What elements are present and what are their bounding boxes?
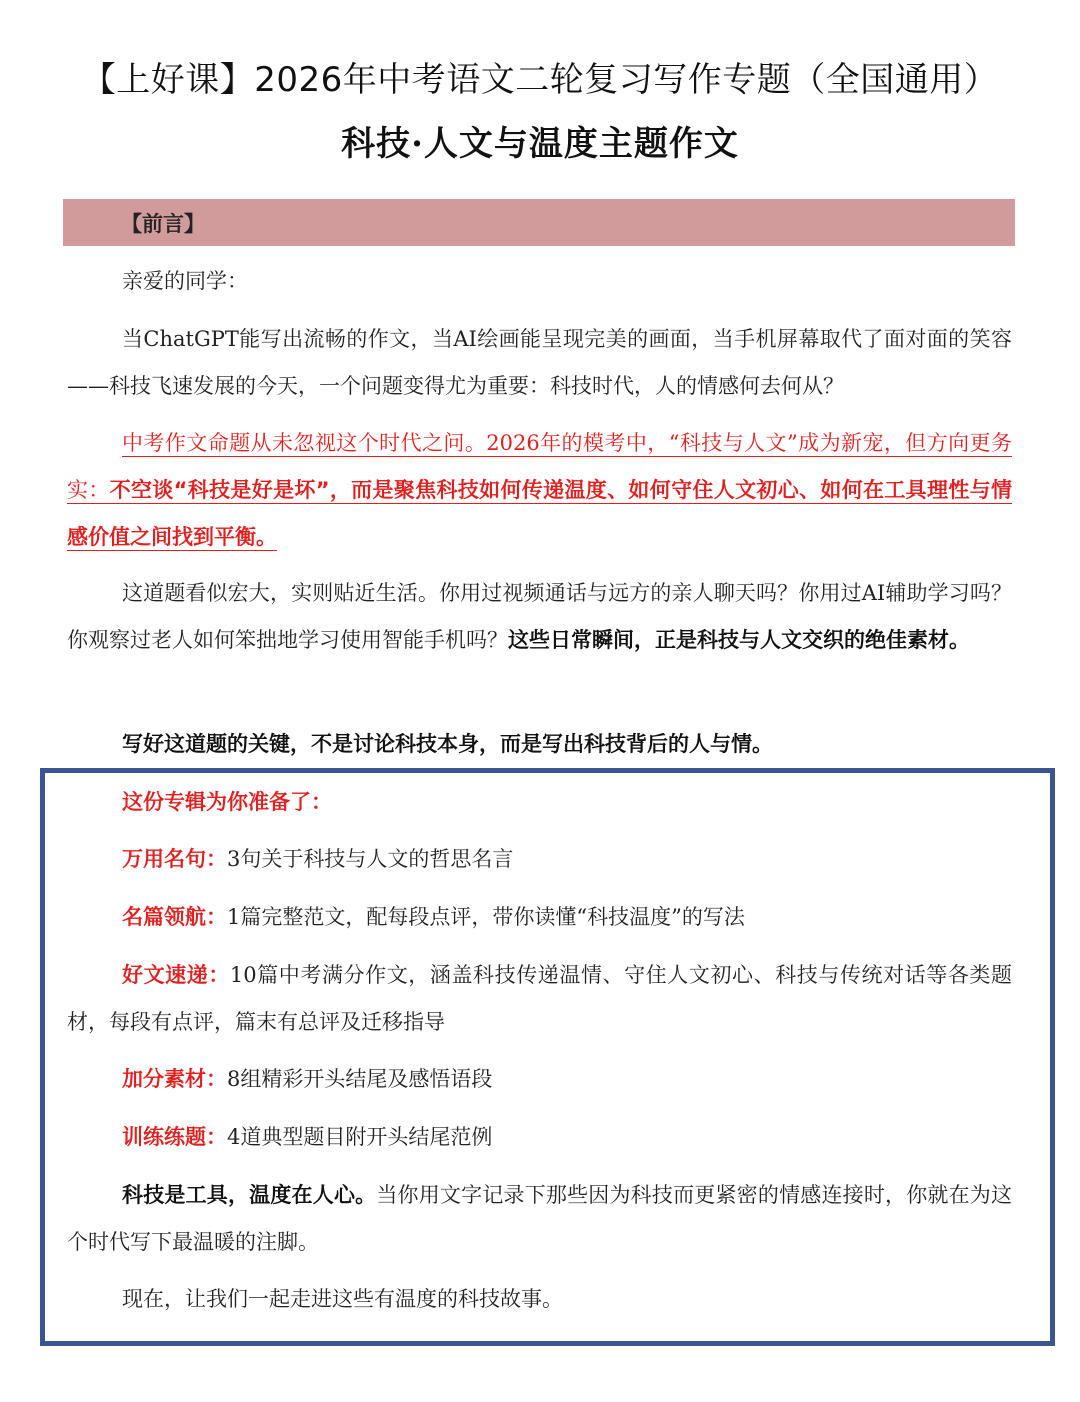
box-item-text: 1篇完整范文，配每段点评，带你读懂“科技温度”的写法	[227, 905, 745, 929]
box-heading: 这份专辑为你准备了：	[122, 790, 332, 814]
box-item-label: 训练练题：	[122, 1125, 227, 1149]
intro-paragraph-1: 当ChatGPT能写出流畅的作文，当AI绘画能呈现完美的画面，当手机屏幕取代了面对面的笑容——科技飞速发展的今天，一个问题变得尤为重要：科技时代，人的情感何去何从？	[67, 327, 1012, 398]
box-item	[67, 952, 1012, 1046]
final-line: 现在，让我们一起走进这些有温度的科技故事。	[122, 1287, 563, 1311]
intro-paragraph-3-text: 这道题看似宏大，实则贴近生活。你用过视频通话与远方的亲人聊天吗？你用过AI辅助学习吗？你观察过老人如何笨拙地学习使用智能手机吗？	[67, 581, 1012, 652]
greeting: 亲爱的同学：	[122, 269, 248, 293]
intro-paragraph-2-text: 中考作文命题从未忽视这个时代之问。2026年的模考中，“科技与人文”成为新宠，但方向更务实：	[67, 431, 1012, 502]
intro-paragraph-2-emphasis: 不空谈“科技是好是坏”，而是聚焦科技如何传递温度、如何守住人文初心、如何在工具理性与情感价值之间找到平衡。	[67, 478, 1012, 549]
box-item	[67, 894, 1012, 941]
box-item	[67, 1114, 1012, 1161]
box-item-text: 4道典型题目附开头结尾范例	[227, 1125, 493, 1149]
box-item	[67, 836, 1012, 883]
box-item-text: 10篇中考满分作文，涵盖科技传递温情、守住人文初心、科技与传统对话等各类题材，每段有点评，篇末有总评及迁移指导	[67, 963, 1013, 1034]
document-title: 【上好课】2026年中考语文二轮复习写作专题（全国通用）	[81, 60, 999, 100]
intro-paragraph-3	[67, 570, 1012, 664]
closing-paragraph	[67, 1172, 1012, 1266]
intro-paragraph-2	[67, 420, 1012, 561]
box-item-label: 加分素材：	[122, 1067, 227, 1091]
banner-label: 【前言】	[121, 212, 205, 236]
box-item	[67, 1056, 1012, 1103]
box-item-label: 万用名句：	[122, 847, 227, 871]
document-subtitle: 科技·人文与温度主题作文	[341, 124, 739, 164]
closing-text: 当你用文字记录下那些因为科技而更紧密的情感连接时，你就在为这个时代写下最温暖的注脚。	[67, 1183, 1012, 1254]
intro-paragraph-3-emphasis: 这些日常瞬间，正是科技与人文交织的绝佳素材。	[508, 628, 970, 652]
box-item-text: 8组精彩开头结尾及感悟语段	[227, 1067, 493, 1091]
box-item-label: 好文速递：	[122, 963, 230, 987]
box-item-label: 名篇领航：	[122, 905, 227, 929]
section-banner	[63, 199, 1015, 246]
closing-emphasis: 科技是工具，温度在人心。	[122, 1183, 377, 1207]
intro-paragraph-4: 写好这道题的关键，不是讨论科技本身，而是写出科技背后的人与情。	[122, 732, 773, 756]
box-item-text: 3句关于科技与人文的哲思名言	[227, 847, 514, 871]
